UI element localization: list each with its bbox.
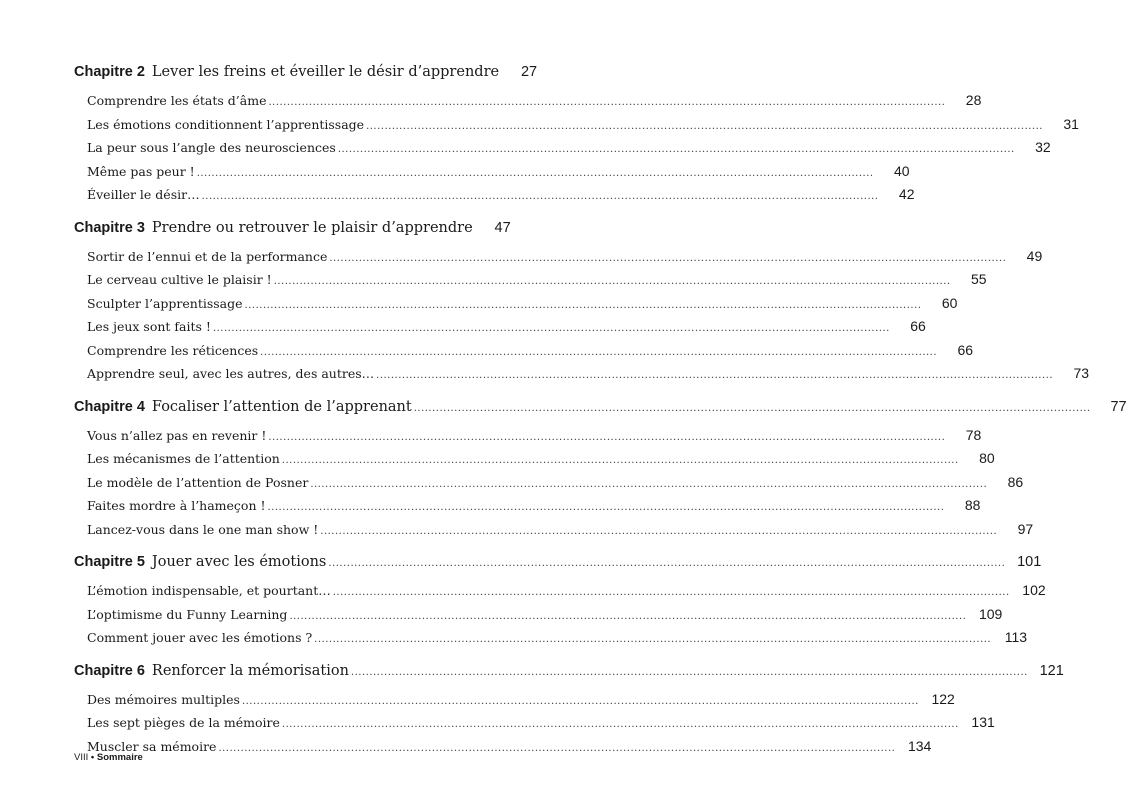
section-page-number: 66 — [957, 341, 974, 358]
section-title: Les sept pièges de la mémoire — [87, 715, 280, 730]
section-page-number: 32 — [1035, 139, 1051, 155]
dot-leader — [328, 558, 1005, 569]
chapter-block — [74, 554, 1046, 653]
dot-leader — [310, 479, 987, 490]
dot-leader — [376, 370, 1053, 381]
section-title: Sculpter l’apprentissage — [87, 295, 243, 311]
dot-leader — [245, 300, 922, 311]
section-title: Lancez-vous dans le one man show ! — [87, 521, 319, 537]
footer-separator: • — [90, 752, 95, 763]
section-title: Muscler sa mémoire — [87, 738, 217, 754]
section-page-number: 49 — [1026, 247, 1043, 264]
chapter-label — [74, 663, 349, 679]
chapter-title: Prendre ou retrouver le plaisir d’apprendre — [151, 219, 473, 236]
section-page-number: 78 — [965, 426, 982, 443]
section-entry[interactable] — [74, 690, 955, 715]
dot-leader — [260, 347, 937, 358]
dot-leader — [314, 634, 991, 645]
chapter-entry[interactable] — [74, 64, 538, 91]
section-page-number: 73 — [1073, 365, 1090, 381]
dot-leader — [366, 121, 1043, 132]
dot-leader — [213, 323, 890, 334]
chapter-title: Lever les freins et éveiller le désir d’apprendre — [151, 64, 500, 80]
dot-leader — [202, 191, 879, 202]
dot-leader — [242, 696, 919, 707]
section-entry[interactable] — [74, 497, 981, 521]
section-page-number: 28 — [965, 92, 982, 108]
section-title: L’optimisme du Funny Learning — [87, 606, 288, 622]
dot-leader — [268, 97, 945, 108]
section-title: Des mémoires multiples — [87, 691, 240, 707]
section-page-number: 60 — [941, 294, 958, 311]
footer-page-number: VIII — [74, 752, 89, 763]
section-title: Comment jouer avec les émotions ? — [87, 630, 313, 645]
dot-leader — [218, 743, 895, 754]
chapter-number: Chapitre 3 — [74, 219, 145, 236]
table-of-contents — [74, 64, 1127, 771]
section-page-number: 131 — [971, 714, 995, 730]
section-page-number: 80 — [979, 450, 995, 466]
chapter-title: Focaliser l’attention de l’apprenant — [151, 398, 412, 415]
chapter-block — [74, 398, 1127, 545]
dot-leader — [268, 502, 945, 513]
chapter-entry[interactable] — [74, 554, 1042, 581]
section-entry[interactable] — [74, 92, 982, 116]
dot-leader — [414, 403, 1091, 414]
dot-leader — [289, 611, 966, 622]
chapter-number: Chapitre 6 — [74, 662, 145, 679]
section-entry[interactable] — [74, 247, 1043, 272]
section-entry[interactable] — [74, 162, 910, 187]
section-title: La peur sous l’angle des neurosciences — [87, 140, 336, 155]
chapter-title: Jouer avec les émotions — [151, 554, 327, 570]
section-title: Les émotions conditionnent l’apprentissage — [87, 116, 365, 132]
chapter-page-number: 47 — [494, 219, 511, 236]
section-entry[interactable] — [74, 186, 915, 210]
dot-leader — [274, 276, 951, 287]
chapter-label — [74, 554, 326, 570]
section-title: L’émotion indispensable, et pourtant… — [87, 583, 331, 598]
section-entry[interactable] — [74, 520, 1034, 545]
section-entry[interactable] — [74, 365, 1090, 389]
chapter-block — [74, 662, 1064, 762]
dot-leader — [197, 168, 874, 179]
section-page-number: 97 — [1017, 520, 1034, 537]
section-page-number: 88 — [964, 497, 981, 513]
chapter-entry[interactable] — [74, 398, 1127, 426]
section-title: Éveiller le désir… — [87, 187, 200, 202]
section-page-number: 102 — [1022, 582, 1046, 598]
section-title: Sortir de l’ennui et de la performance — [87, 248, 328, 264]
dot-leader — [268, 432, 945, 443]
section-entry[interactable] — [74, 473, 1024, 498]
section-title: Les mécanismes de l’attention — [87, 451, 280, 466]
chapter-label — [74, 220, 473, 236]
section-entry[interactable] — [74, 426, 982, 451]
section-title: Comprendre les réticences — [87, 342, 259, 358]
section-title: Les jeux sont faits ! — [87, 319, 211, 334]
footer-section-title: Sommaire — [96, 752, 143, 763]
chapter-entry[interactable] — [74, 219, 511, 247]
section-entry[interactable] — [74, 582, 1046, 606]
section-page-number: 134 — [907, 737, 932, 754]
section-entry[interactable] — [74, 294, 958, 319]
chapter-page-number: 121 — [1039, 662, 1064, 679]
section-title: Faites mordre à l’hameçon ! — [87, 498, 266, 513]
chapter-entry[interactable] — [74, 662, 1064, 690]
chapter-number: Chapitre 5 — [74, 554, 145, 570]
section-title: Vous n’allez pas en revenir ! — [87, 427, 267, 443]
section-page-number: 40 — [894, 162, 910, 179]
section-entry[interactable] — [74, 605, 1003, 630]
section-title: Le cerveau cultive le plaisir ! — [87, 272, 272, 287]
dot-leader — [351, 667, 1028, 678]
section-entry[interactable] — [74, 714, 995, 738]
section-page-number: 113 — [1004, 629, 1028, 645]
chapter-page-number: 27 — [520, 64, 538, 80]
section-page-number: 66 — [910, 318, 926, 334]
section-title: Apprendre seul, avec les autres, des autres… — [87, 366, 375, 381]
section-entry[interactable] — [74, 271, 987, 295]
dot-leader — [282, 719, 959, 730]
chapter-label — [74, 399, 412, 415]
section-entry[interactable] — [74, 341, 974, 366]
chapter-number: Chapitre 4 — [74, 398, 145, 415]
section-page-number: 122 — [931, 690, 955, 707]
section-title: Le modèle de l’attention de Posner — [87, 474, 309, 490]
section-title: Même pas peur ! — [87, 163, 195, 179]
chapter-label — [74, 64, 499, 80]
dot-leader — [282, 455, 959, 466]
section-page-number: 55 — [971, 271, 987, 287]
dot-leader — [333, 587, 1010, 598]
section-entry[interactable] — [74, 115, 1079, 140]
dot-leader — [329, 253, 1006, 264]
section-entry[interactable] — [74, 450, 995, 474]
section-entry[interactable] — [74, 629, 1028, 653]
section-page-number: 31 — [1063, 115, 1079, 132]
page-footer — [74, 752, 143, 763]
chapter-block — [74, 219, 1090, 389]
dot-leader — [338, 144, 1015, 155]
section-entry[interactable] — [74, 139, 1051, 163]
chapter-page-number: 101 — [1017, 554, 1042, 570]
chapter-title: Renforcer la mémorisation — [151, 662, 349, 679]
section-page-number: 42 — [898, 186, 915, 202]
dot-leader — [320, 526, 997, 537]
chapter-page-number: 77 — [1110, 398, 1127, 415]
section-title: Comprendre les états d’âme — [87, 93, 267, 108]
chapter-number: Chapitre 2 — [74, 64, 145, 80]
chapter-block — [74, 64, 1079, 210]
section-page-number: 109 — [978, 605, 1003, 622]
section-entry[interactable] — [74, 318, 926, 342]
section-page-number: 86 — [1007, 473, 1024, 490]
